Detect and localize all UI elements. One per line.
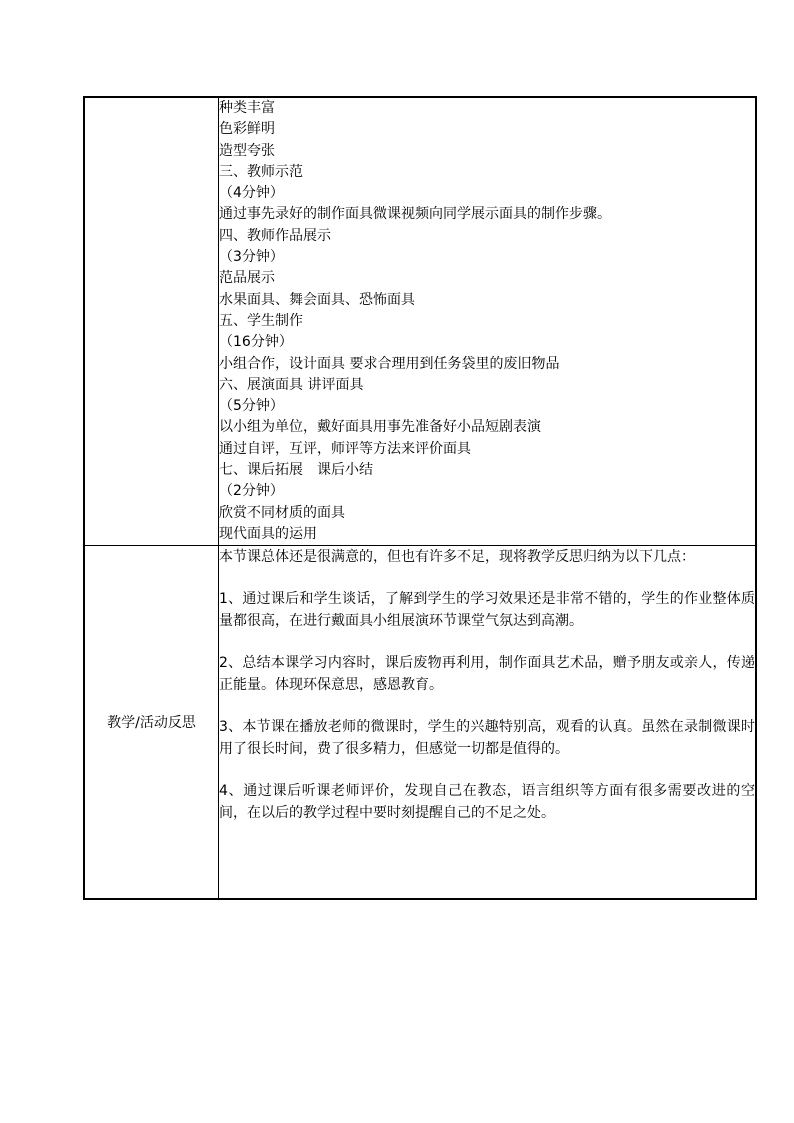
step-line: 以小组为单位，戴好面具用事先准备好小品短剧表演 — [219, 419, 541, 436]
step-line: 种类丰富 — [219, 100, 275, 116]
step-line: 通过事先录好的制作面具微课视频向同学展示面具的制作步骤。 — [219, 206, 611, 223]
reflection-paragraph: 4、通过课后听课老师评价，发现自己在教态，语言组织等方面有很多需要改进的空间，在以后的教学过程中要时刻提醒自己的不足之处。 — [219, 783, 755, 822]
step-line: 小组合作，设计面具 要求合理用到任务袋里的废旧物品 — [219, 355, 560, 372]
reflection-content-cell — [219, 546, 757, 900]
reflection-paragraph: 3、本节课在播放老师的微课时，学生的兴趣特别高，观看的认真。虽然在录制微课时用了很长时间，费了很多精力，但感觉一切都是值得的。 — [219, 719, 755, 758]
step-line: 现代面具的运用 — [219, 525, 317, 542]
step-duration: （16分钟） — [219, 334, 293, 351]
lesson-plan-table — [83, 96, 757, 900]
reflection-paragraph: 2、总结本课学习内容时，课后废物再利用，制作面具艺术品，赠予朋友或亲人，传递正能量。体现环保意思，感恩教育。 — [219, 655, 755, 694]
reflection-row — [84, 546, 756, 900]
step-line: 造型夸张 — [219, 142, 275, 159]
step-line: 通过自评，互评，师评等方法来评价面具 — [219, 440, 471, 457]
teaching-steps-row — [84, 97, 756, 546]
reflection-paragraph: 1、通过课后和学生谈话，了解到学生的学习效果还是非常不错的，学生的作业整体质量都很高，在进行戴面具小组展演环节课堂气氛达到高潮。 — [219, 591, 755, 630]
step-duration: （5分钟） — [219, 398, 284, 415]
step-heading: 六、展演面具 讲评面具 — [219, 376, 364, 393]
step-heading: 四、教师作品展示 — [219, 227, 331, 244]
step-heading: 七、课后拓展 课后小结 — [219, 462, 373, 479]
steps-content-cell — [219, 97, 757, 546]
step-line: 范品展示 — [219, 270, 275, 287]
step-duration: （3分钟） — [219, 249, 284, 266]
step-heading: 五、学生制作 — [219, 312, 303, 329]
reflection-paragraph: 本节课总体还是很满意的，但也有许多不足，现将教学反思归纳为以下几点： — [219, 549, 695, 566]
step-duration: （4分钟） — [219, 185, 284, 202]
steps-label-cell — [84, 97, 219, 546]
step-heading: 三、教师示范 — [219, 163, 303, 180]
step-line: 水果面具、舞会面具、恐怖面具 — [219, 291, 415, 308]
step-line: 色彩鲜明 — [219, 121, 275, 138]
step-duration: （2分钟） — [219, 483, 284, 500]
step-line: 欣赏不同材质的面具 — [219, 504, 345, 521]
reflection-label: 教学/活动反思 — [107, 715, 196, 732]
reflection-label-cell — [84, 546, 219, 900]
